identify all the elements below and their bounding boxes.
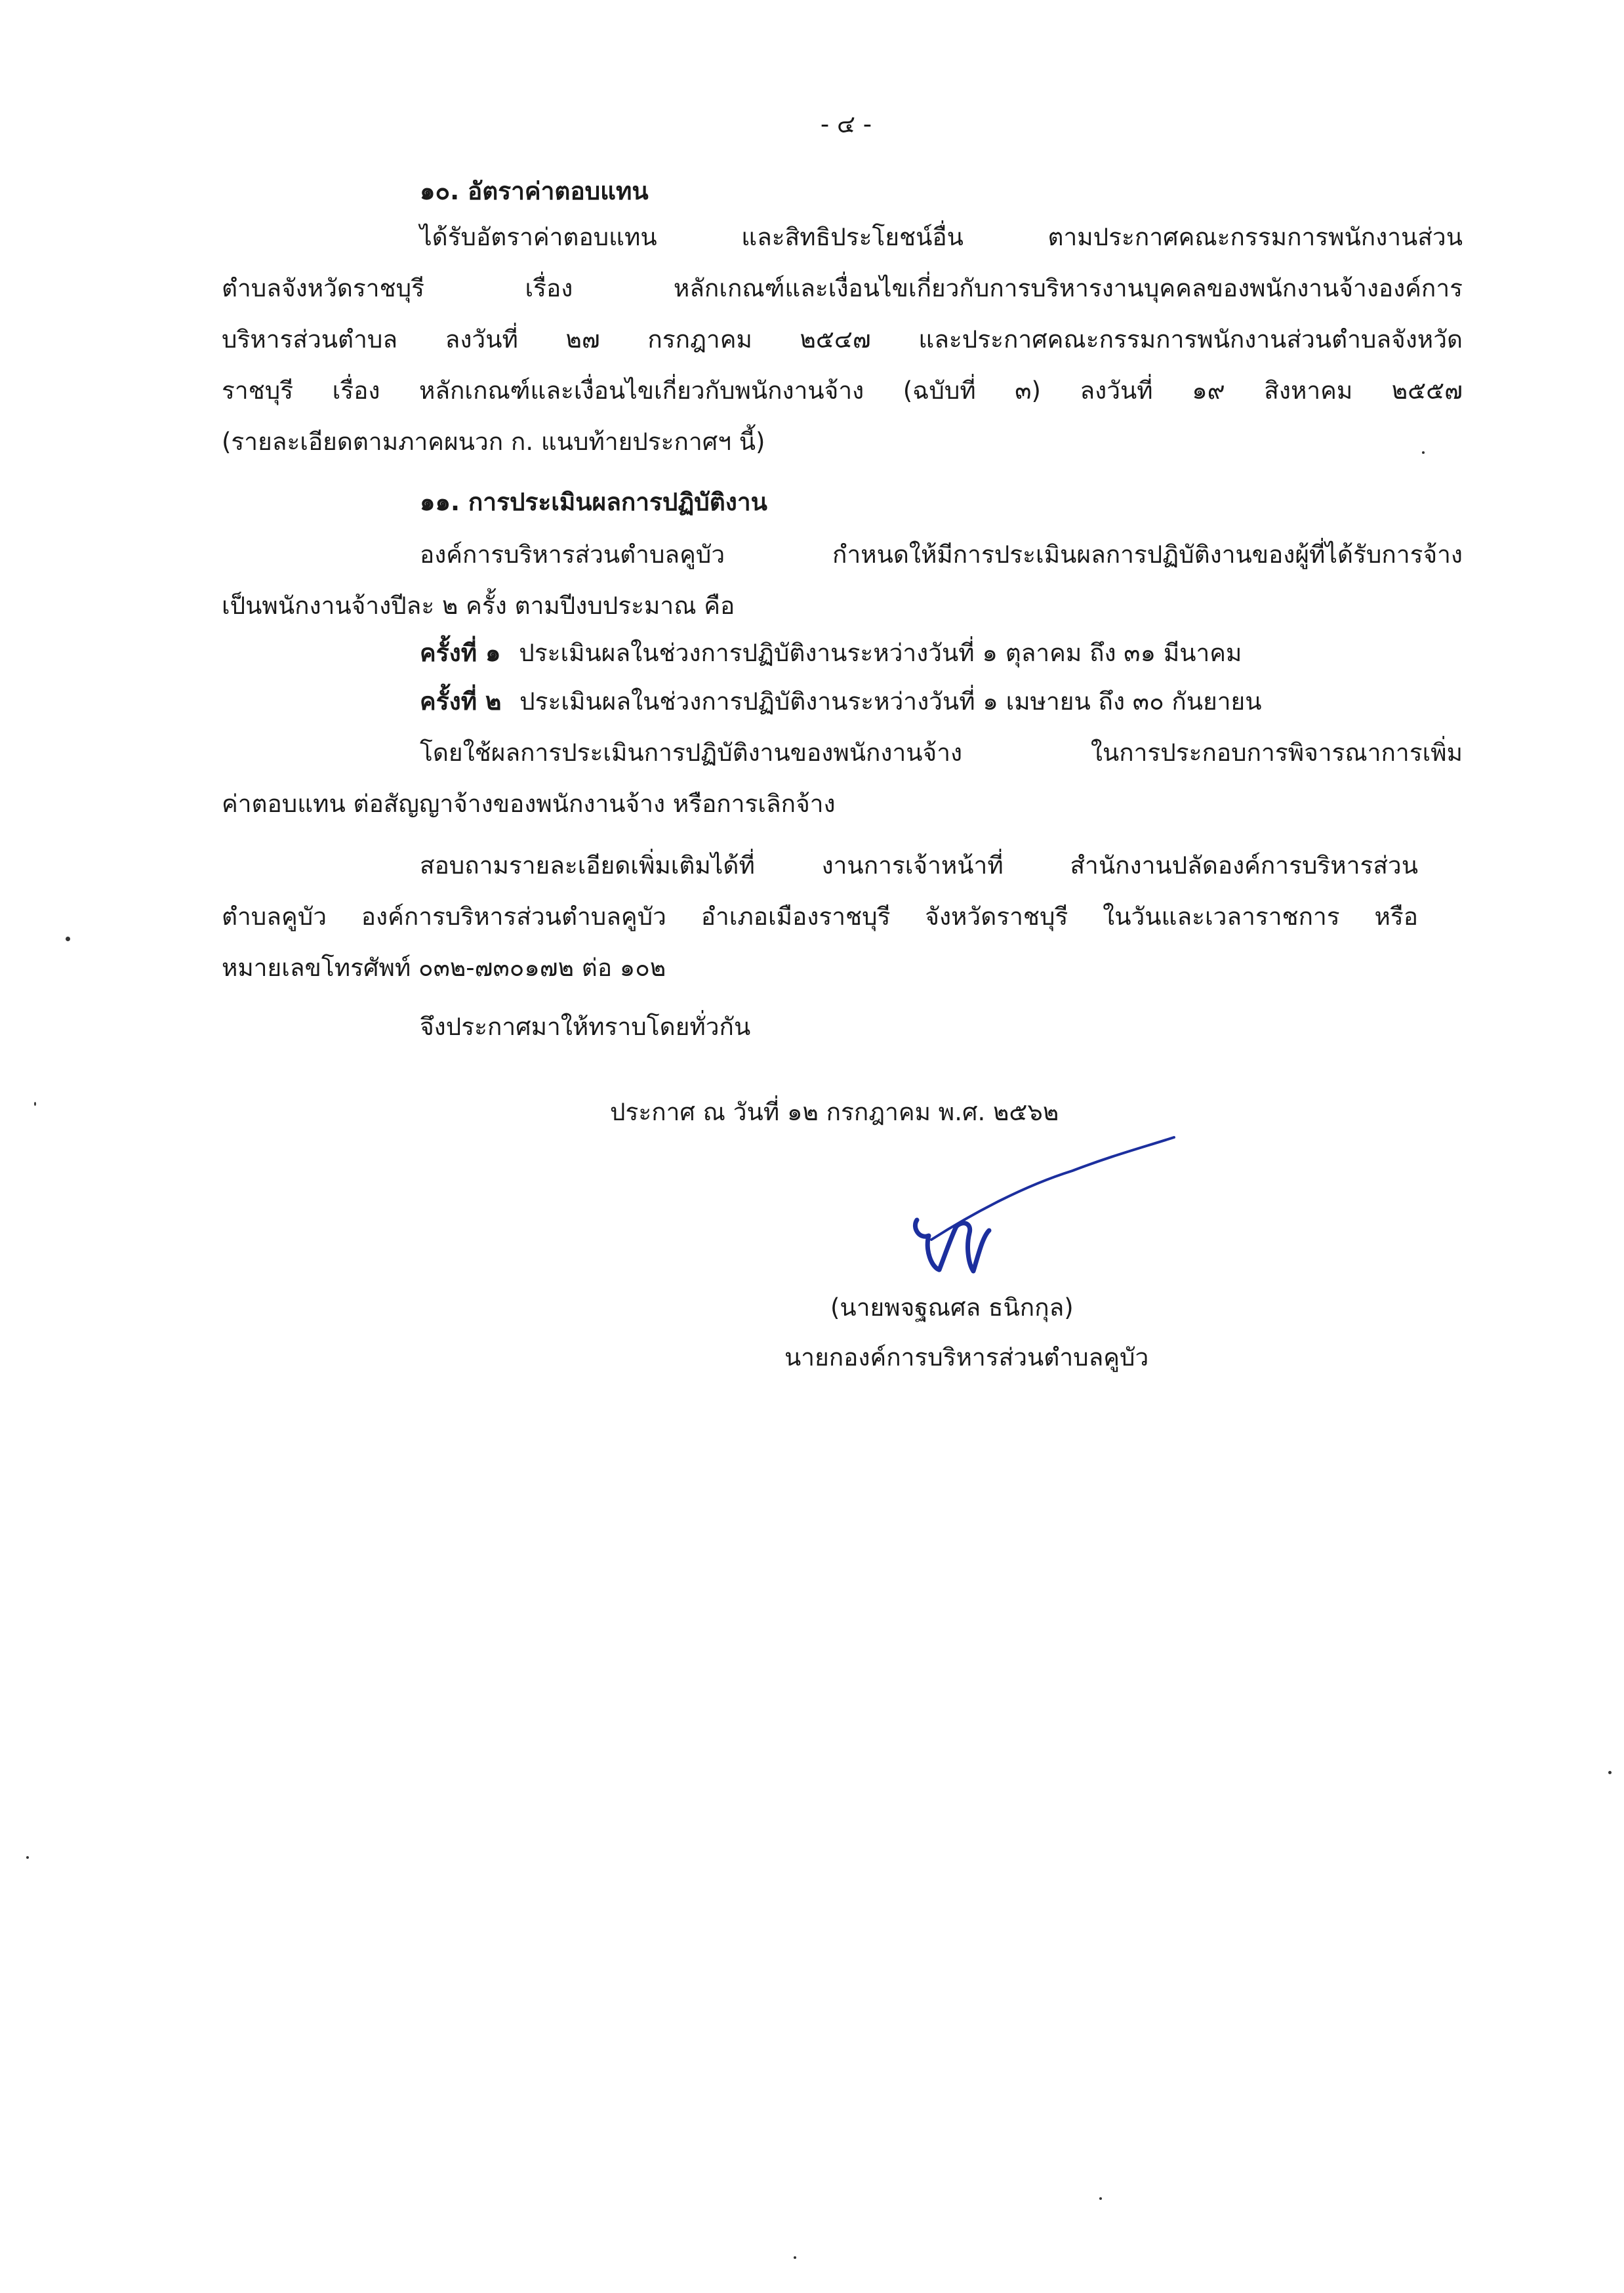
handwritten-signature — [905, 1115, 1194, 1305]
section-11-line-2: เป็นพนักงานจ้างปีละ ๒ ครั้ง ตามปีงบประมาณ คือ — [222, 592, 735, 620]
page-number: - ๔ - — [820, 110, 872, 138]
section-10-line-3: บริหารส่วนตำบล ลงวันที่ ๒๗ กรกฎาคม ๒๕๔๗ และประกาศคณะกรรมการพนักงานส่วนตำบลจังหวัด — [222, 325, 1463, 354]
section-10-line-4: ราชบุรี เรื่อง หลักเกณฑ์และเงื่อนไขเกี่ยวกับพนักงานจ้าง (ฉบับที่ ๓) ลงวันที่ ๑๙ สิงหาคม ๒๕๕๗ — [222, 376, 1463, 405]
section-10-line-2: ตำบลจังหวัดราชบุรี เรื่อง หลักเกณฑ์และเงื่อนไขเกี่ยวกับการบริหารงานบุคคลของพนักงานจ้างองค์การ — [222, 274, 1463, 302]
scan-speck — [26, 1856, 29, 1859]
contact-line-3: หมายเลขโทรศัพท์ ๐๓๒-๗๓๐๑๗๒ ต่อ ๑๐๒ — [222, 954, 666, 982]
section-10-line-5: (รายละเอียดตามภาคผนวก ก. แนบท้ายประกาศฯ นี้) — [222, 428, 765, 456]
announcement-date: ประกาศ ณ วันที่ ๑๒ กรกฎาคม พ.ศ. ๒๕๖๒ — [610, 1098, 1059, 1126]
closing-statement: จึงประกาศมาให้ทราบโดยทั่วกัน — [420, 1013, 751, 1041]
round-2-row — [420, 682, 1262, 721]
scan-speck — [66, 937, 70, 941]
section-11-heading: ๑๑. การประเมินผลการปฏิบัติงาน — [420, 488, 767, 516]
scan-speck — [34, 1102, 36, 1106]
section-11-after-line-1: โดยใช้ผลการประเมินการปฏิบัติงานของพนักงานจ้าง ในการประกอบการพิจารณาการเพิ่ม — [420, 739, 1463, 767]
scan-speck — [1422, 451, 1425, 454]
signatory-name: (นายพจฐณศล ธนิกกุล) — [830, 1293, 1074, 1322]
signatory-title: นายกองค์การบริหารส่วนตำบลคูบัว — [784, 1343, 1149, 1371]
round-1-text: ประเมินผลในช่วงการปฏิบัติงานระหว่างวันที่ ๑ ตุลาคม ถึง ๓๑ มีนาคม — [519, 639, 1242, 667]
round-1-row — [420, 634, 1242, 673]
section-11-after-line-2: ค่าตอบแทน ต่อสัญญาจ้างของพนักงานจ้าง หรือการเลิกจ้าง — [222, 790, 836, 818]
section-11-line-1: องค์การบริหารส่วนตำบลคูบัว กำหนดให้มีการประเมินผลการปฏิบัติงานของผู้ที่ได้รับการจ้าง — [420, 540, 1463, 569]
section-10-line-1: ได้รับอัตราค่าตอบแทน และสิทธิประโยชน์อื่น ตามประกาศคณะกรรมการพนักงานส่วน — [420, 223, 1463, 251]
contact-line-1: สอบถามรายละเอียดเพิ่มเติมได้ที่ งานการเจ้าหน้าที่ สำนักงานปลัดองค์การบริหารส่วน — [420, 851, 1418, 880]
round-2-text: ประเมินผลในช่วงการปฏิบัติงานระหว่างวันที่ ๑ เมษายน ถึง ๓๐ กันยายน — [519, 687, 1262, 716]
round-2-label: ครั้งที่ ๒ — [420, 687, 502, 716]
section-10-heading: ๑๐. อัตราค่าตอบแทน — [420, 177, 649, 205]
round-1-label: ครั้งที่ ๑ — [420, 639, 501, 667]
scan-speck — [1608, 1771, 1612, 1774]
scan-speck — [1099, 2197, 1102, 2200]
contact-line-2: ตำบลคูบัว องค์การบริหารส่วนตำบลคูบัว อำเภอเมืองราชบุรี จังหวัดราชบุรี ในวันและเวลาราชการ หรือ — [222, 903, 1418, 931]
scan-speck — [794, 2256, 796, 2259]
